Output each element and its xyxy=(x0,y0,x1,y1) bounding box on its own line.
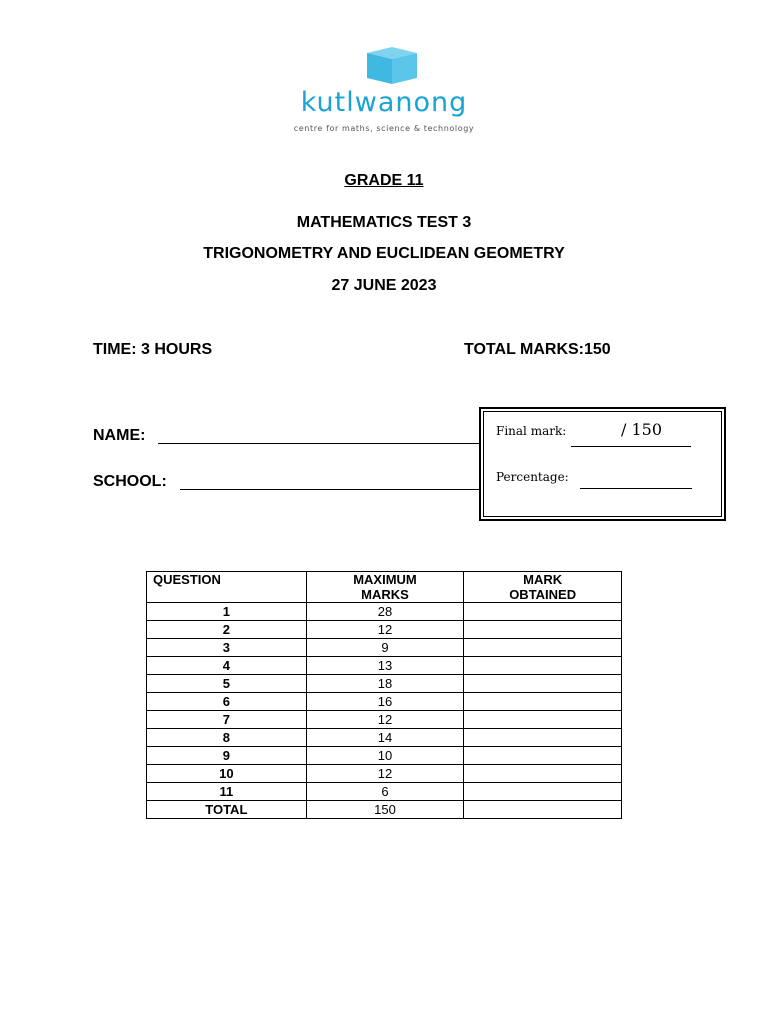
table-row xyxy=(147,711,622,729)
total-max-marks: 150 xyxy=(306,801,464,819)
time-allowed: TIME: 3 HOURS xyxy=(93,341,213,358)
mark-obtained-cell[interactable] xyxy=(464,711,622,729)
mark-obtained-cell[interactable] xyxy=(464,657,622,675)
total-label: TOTAL xyxy=(147,801,307,819)
table-row xyxy=(147,675,622,693)
table-row xyxy=(147,783,622,801)
question-number: 9 xyxy=(147,747,307,765)
table-row xyxy=(147,747,622,765)
mark-obtained-cell[interactable] xyxy=(464,621,622,639)
table-row xyxy=(147,657,622,675)
question-number: 7 xyxy=(147,711,307,729)
mark-obtained-cell[interactable] xyxy=(464,693,622,711)
test-date: 27 JUNE 2023 xyxy=(331,277,437,294)
brand-tagline: centre for maths, science & technology xyxy=(293,124,475,133)
question-number: 3 xyxy=(147,639,307,657)
name-label: NAME: xyxy=(93,427,146,444)
max-marks: 28 xyxy=(306,603,464,621)
max-marks: 13 xyxy=(306,657,464,675)
percentage-field[interactable] xyxy=(580,488,692,489)
table-total-row xyxy=(147,801,622,819)
table-row xyxy=(147,621,622,639)
table-row xyxy=(147,693,622,711)
final-mark-label: Final mark: xyxy=(496,424,567,438)
max-marks-header-line1: MAXIMUM xyxy=(353,572,417,587)
percentage-label: Percentage: xyxy=(496,470,569,484)
final-mark-value: / 150 xyxy=(621,420,663,439)
question-header: QUESTION xyxy=(147,572,307,603)
name-field[interactable] xyxy=(158,443,480,444)
table-row xyxy=(147,765,622,783)
table-row xyxy=(147,639,622,657)
school-field[interactable] xyxy=(180,489,480,490)
max-marks: 16 xyxy=(306,693,464,711)
max-marks: 12 xyxy=(306,711,464,729)
table-header-row xyxy=(147,572,622,603)
mark-obtained-header-line1: MARK xyxy=(523,572,563,587)
mark-obtained-cell[interactable] xyxy=(464,639,622,657)
question-number: 10 xyxy=(147,765,307,783)
mark-obtained-cell[interactable] xyxy=(464,747,622,765)
max-marks-header-line2: MARKS xyxy=(361,587,409,602)
max-marks: 14 xyxy=(306,729,464,747)
brand-name: kutlwanong xyxy=(300,87,468,118)
table-row xyxy=(147,729,622,747)
max-marks: 9 xyxy=(306,639,464,657)
final-mark-box xyxy=(479,407,726,521)
mark-obtained-header xyxy=(464,572,622,603)
topic-title: TRIGONOMETRY AND EUCLIDEAN GEOMETRY xyxy=(203,245,565,262)
table-row xyxy=(147,603,622,621)
mark-obtained-cell[interactable] xyxy=(464,783,622,801)
final-mark-field[interactable] xyxy=(571,446,691,447)
grade-title: GRADE 11 xyxy=(344,172,424,189)
final-mark-box-inner xyxy=(483,411,722,517)
cube-icon xyxy=(367,47,417,84)
mark-obtained-header-line2: OBTAINED xyxy=(509,587,577,602)
question-number: 11 xyxy=(147,783,307,801)
total-marks: TOTAL MARKS:150 xyxy=(464,341,611,358)
max-marks: 10 xyxy=(306,747,464,765)
question-number: 2 xyxy=(147,621,307,639)
mark-obtained-cell[interactable] xyxy=(464,765,622,783)
max-marks: 12 xyxy=(306,765,464,783)
total-mark-obtained-cell[interactable] xyxy=(464,801,622,819)
max-marks: 12 xyxy=(306,621,464,639)
school-label: SCHOOL: xyxy=(93,473,167,490)
question-number: 5 xyxy=(147,675,307,693)
question-number: 8 xyxy=(147,729,307,747)
max-marks: 18 xyxy=(306,675,464,693)
mark-obtained-cell[interactable] xyxy=(464,675,622,693)
subject-title: MATHEMATICS TEST 3 xyxy=(296,214,472,231)
marks-table xyxy=(146,571,622,819)
question-number: 1 xyxy=(147,603,307,621)
question-number: 6 xyxy=(147,693,307,711)
question-number: 4 xyxy=(147,657,307,675)
mark-obtained-cell[interactable] xyxy=(464,603,622,621)
max-marks: 6 xyxy=(306,783,464,801)
max-marks-header xyxy=(306,572,464,603)
mark-obtained-cell[interactable] xyxy=(464,729,622,747)
